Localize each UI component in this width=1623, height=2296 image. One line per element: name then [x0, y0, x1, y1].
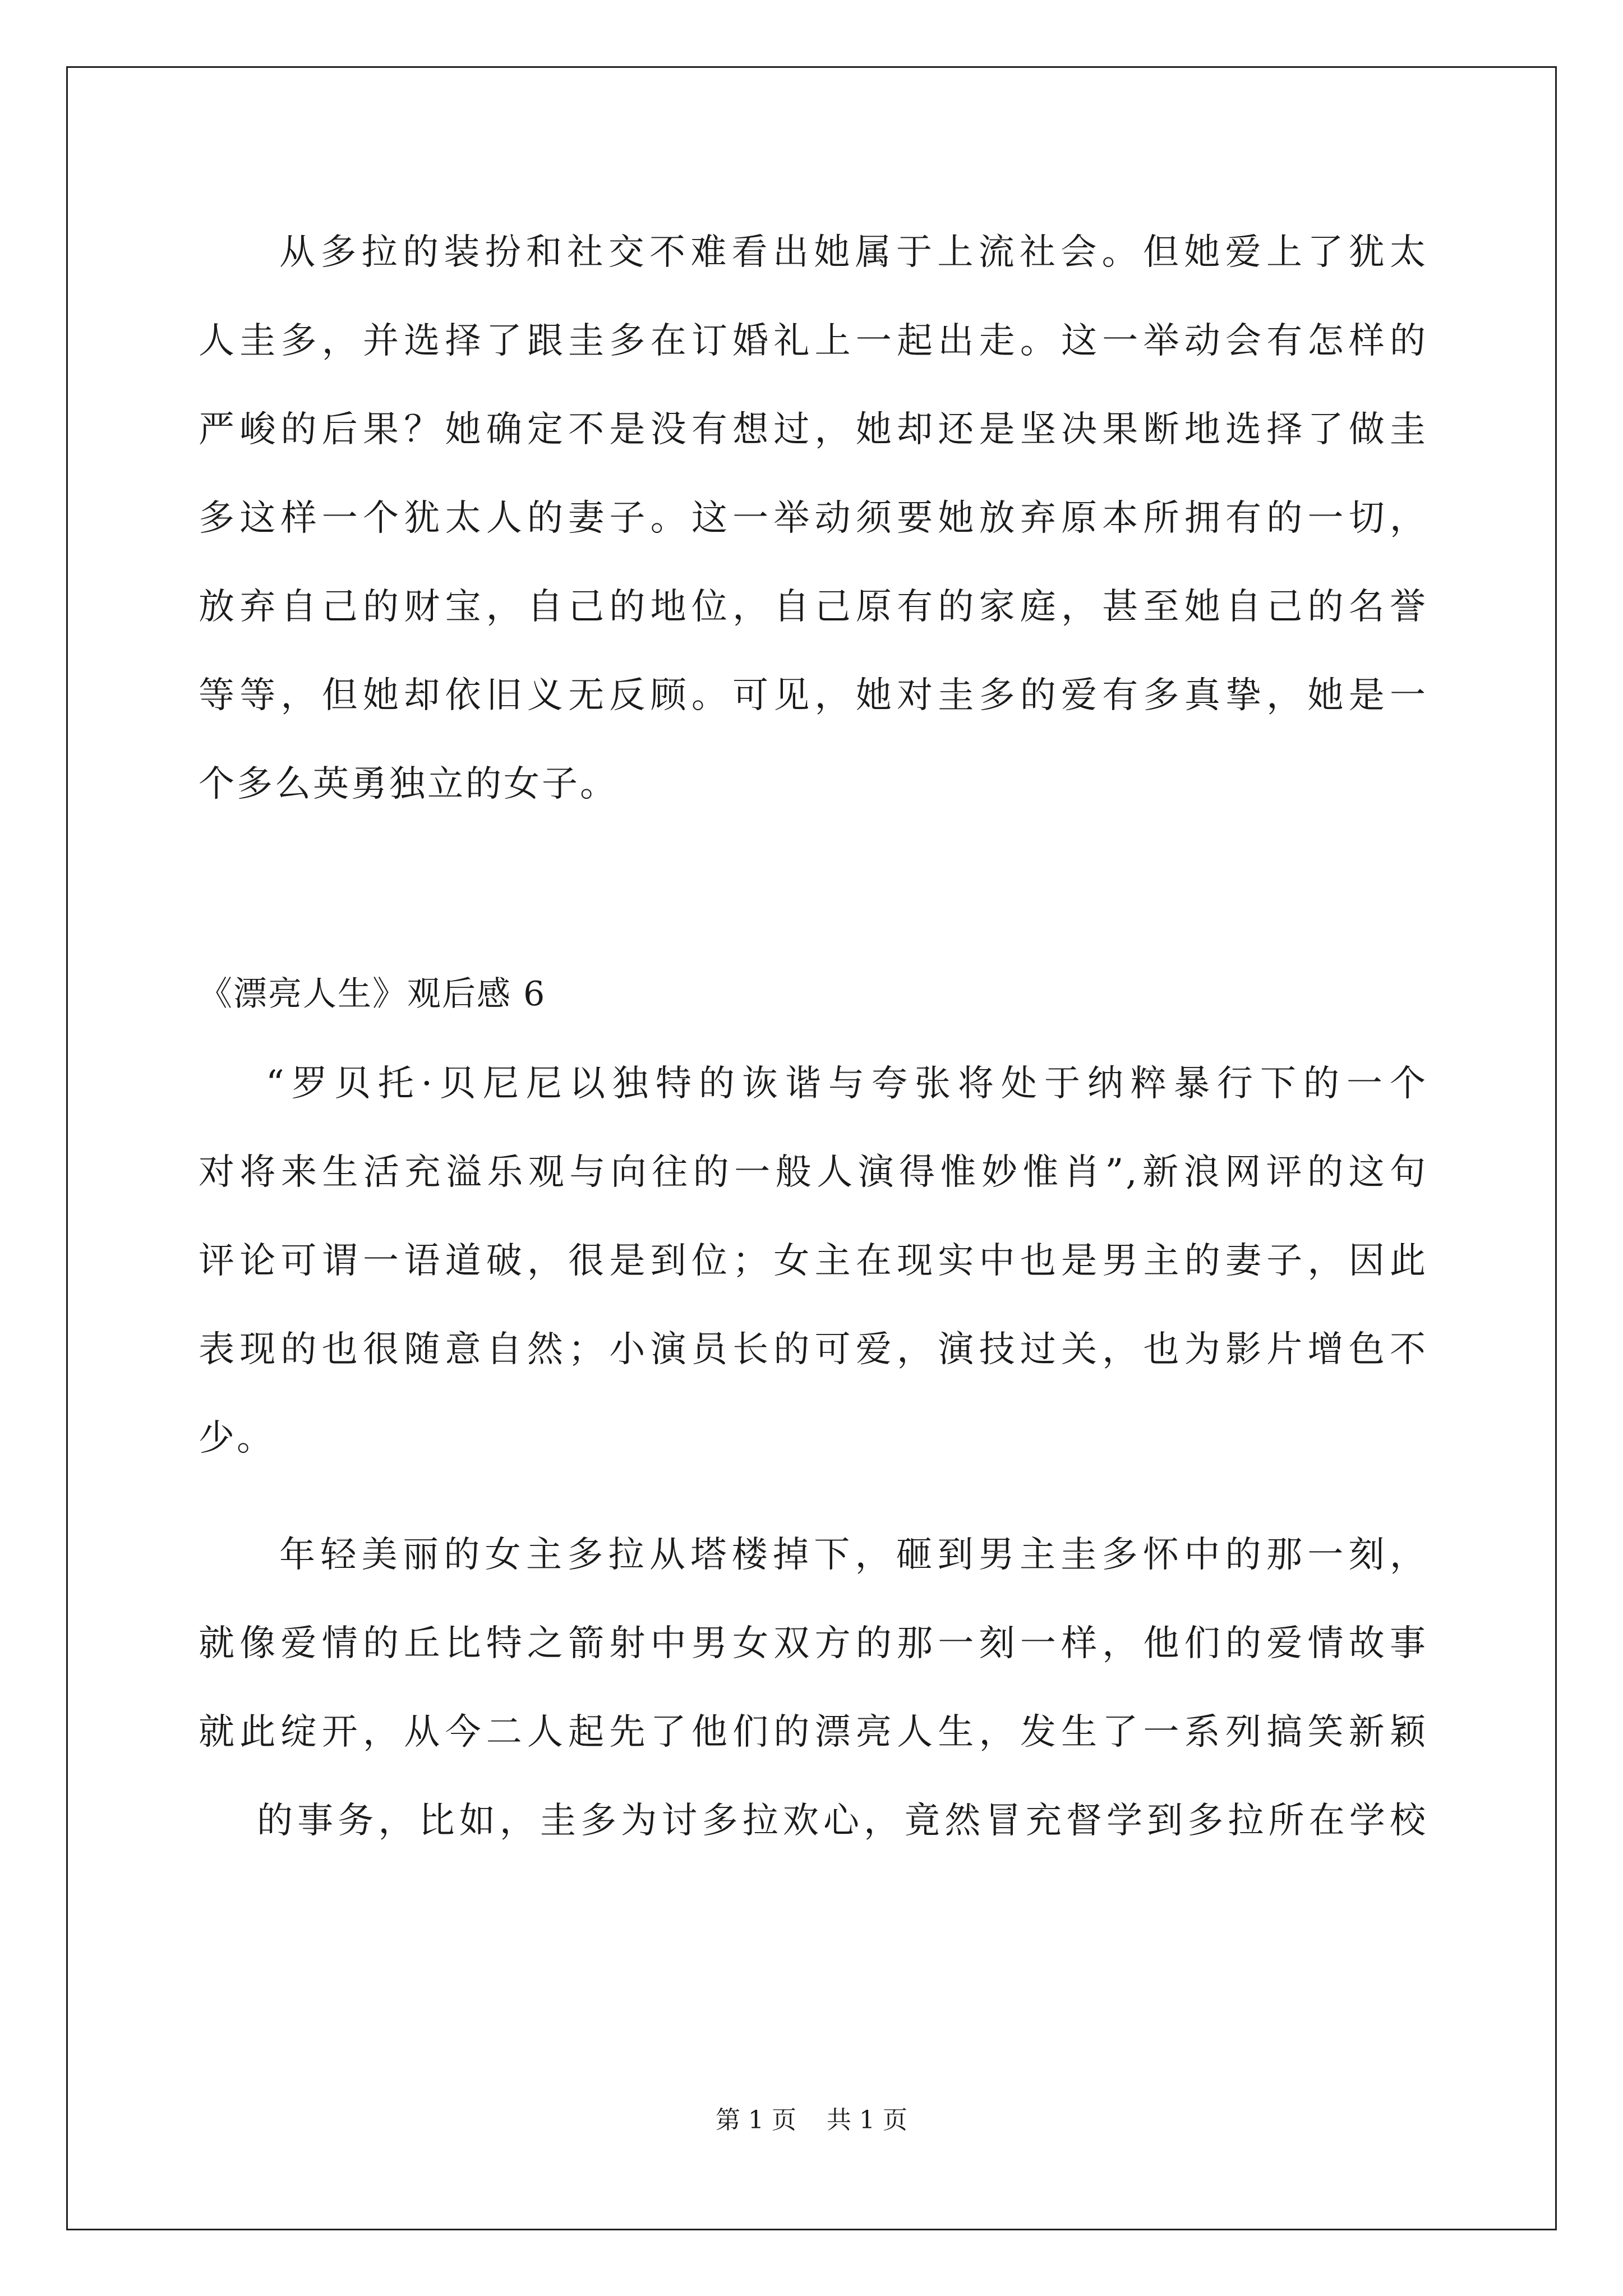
paragraph-2-line-1: “罗贝托·贝尼尼以独特的诙谐与夸张将处于纳粹暴行下的一个	[266, 1063, 1428, 1105]
paragraph-3-line-1: 年轻美丽的女主多拉从塔楼掉下，砸到男主圭多怀中的那一刻，	[279, 1534, 1428, 1576]
page-footer	[0, 2105, 1623, 2136]
paragraph-2-line-5: 少。	[199, 1418, 275, 1459]
paragraph-1-line-5: 放弃自己的财宝，自己的地位，自己原有的家庭，甚至她自己的名誉	[199, 586, 1428, 628]
paragraph-1-line-3: 严峻的后果？她确定不是没有想过，她却还是坚决果断地选择了做圭	[199, 409, 1428, 450]
section-heading: 《漂亮人生》观后感 6	[199, 974, 546, 1014]
paragraph-1-line-7: 个多么英勇独立的女子。	[199, 763, 618, 805]
paragraph-1-line-6: 等等，但她却依旧义无反顾。可见，她对圭多的爱有多真挚，她是一	[199, 675, 1428, 716]
page-border	[66, 66, 1557, 2230]
page-total: 共 1 页	[827, 2106, 907, 2134]
paragraph-1-line-2: 人圭多，并选择了跟圭多在订婚礼上一起出走。这一举动会有怎样的	[199, 320, 1428, 362]
paragraph-1-line-4: 多这样一个犹太人的妻子。这一举动须要她放弃原本所拥有的一切，	[199, 498, 1428, 539]
paragraph-3-line-2: 就像爱情的丘比特之箭射中男女双方的那一刻一样，他们的爱情故事	[199, 1623, 1428, 1664]
page-number: 第 1 页	[716, 2106, 796, 2134]
paragraph-1-line-1: 从多拉的装扮和社交不难看出她属于上流社会。但她爱上了犹太	[279, 232, 1428, 273]
paragraph-2-line-4: 表现的也很随意自然；小演员长的可爱，演技过关，也为影片增色不	[199, 1329, 1428, 1370]
paragraph-2-line-2: 对将来生活充溢乐观与向往的一般人演得惟妙惟肖”,新浪网评的这句	[199, 1152, 1428, 1193]
paragraph-3-line-4: 的事务，比如，圭多为讨多拉欢心，竟然冒充督学到多拉所在学校	[257, 1800, 1428, 1842]
paragraph-2-line-3: 评论可谓一语道破，很是到位；女主在现实中也是男主的妻子，因此	[199, 1240, 1428, 1282]
paragraph-3-line-3: 就此绽开，从今二人起先了他们的漂亮人生，发生了一系列搞笑新颖	[199, 1711, 1428, 1753]
